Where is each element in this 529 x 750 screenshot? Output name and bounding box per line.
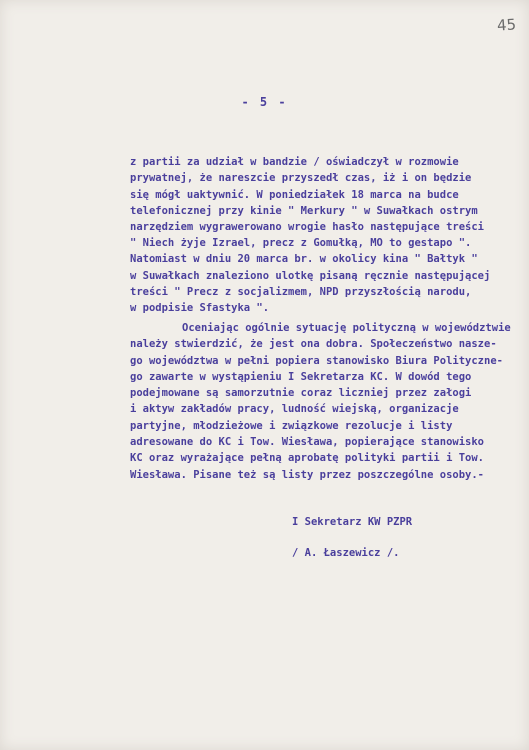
body-line: partyjne, młodzieżowe i związkowe rezolucje i listy xyxy=(130,420,453,432)
body-line: się mógł uaktywnić. W poniedziałek 18 marca na budce xyxy=(130,189,459,201)
body-line: z partii za udział w bandzie / oświadczył w rozmowie xyxy=(130,156,459,168)
body-line: narzędziem wygrawerowano wrogie hasło następujące treści xyxy=(130,221,485,233)
page-number: - 5 - xyxy=(241,95,288,109)
body-line: w Suwałkach znaleziono ulotkę pisaną ręcznie następującej xyxy=(130,270,491,282)
body-line: i aktyw zakładów pracy, ludność wiejską, organizacje xyxy=(130,403,459,415)
body-line: w podpisie Sfastyka ". xyxy=(130,302,270,314)
body-line: KC oraz wyrażające pełną aprobatę polityki partii i Tow. xyxy=(130,452,485,464)
body-line: " Niech żyje Izrael, precz z Gomułką, MO to gestapo ". xyxy=(130,237,472,249)
body-line: go zawarte w wystąpieniu I Sekretarza KC. W dowód tego xyxy=(130,371,472,383)
body-line: telefonicznej przy kinie " Merkury " w Suwałkach ostrym xyxy=(130,205,478,217)
archive-page-number: 45 xyxy=(496,15,517,35)
body-line: Oceniając ogólnie sytuację polityczną w województwie xyxy=(182,322,511,334)
body-line: go województwa w pełni popiera stanowisko Biura Polityczne- xyxy=(130,355,503,367)
body-line: treści " Precz z socjalizmem, NPD przyszłością narodu, xyxy=(130,286,472,298)
body-line: podejmowane są samorzutnie coraz liczniej przez załogi xyxy=(130,387,472,399)
body-line: Natomiast w dniu 20 marca br. w okolicy kina " Bałtyk " xyxy=(130,253,478,265)
body-line: Wiesława. Pisane też są listy przez poszczególne osoby.- xyxy=(130,469,485,481)
body-line: należy stwierdzić, że jest ona dobra. Społeczeństwo nasze- xyxy=(130,338,497,350)
signature-name: / A. Łaszewicz /. xyxy=(292,547,400,559)
body-line: prywatnej, że nareszcie przyszedł czas, iż i on będzie xyxy=(130,172,472,184)
signature-title: I Sekretarz KW PZPR xyxy=(292,516,413,528)
body-line: adresowane do KC i Tow. Wiesława, popierające stanowisko xyxy=(130,436,485,448)
